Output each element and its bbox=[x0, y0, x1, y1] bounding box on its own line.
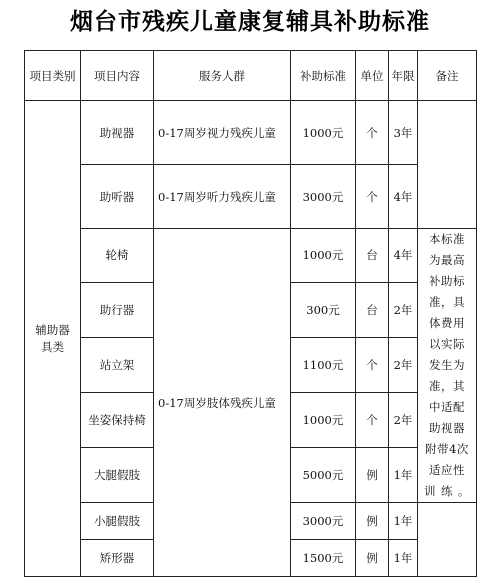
item-cell: 站立架 bbox=[81, 337, 154, 392]
item-cell: 小腿假肢 bbox=[81, 503, 154, 540]
table-row bbox=[25, 229, 477, 283]
service-group-cell: 0-17周岁视力残疾儿童 bbox=[154, 101, 291, 165]
years-cell: 4年 bbox=[389, 229, 418, 283]
amount-cell: 1000元 bbox=[291, 229, 356, 283]
amount-cell: 1500元 bbox=[291, 540, 356, 577]
item-cell: 轮椅 bbox=[81, 229, 154, 283]
item-cell: 助视器 bbox=[81, 101, 154, 165]
unit-cell: 个 bbox=[356, 165, 389, 229]
service-group-cell: 0-17周岁肢体残疾儿童 bbox=[154, 229, 291, 577]
remarks-empty-cell bbox=[418, 503, 477, 577]
item-cell: 矫形器 bbox=[81, 540, 154, 577]
years-cell: 1年 bbox=[389, 503, 418, 540]
years-cell: 2年 bbox=[389, 282, 418, 337]
item-cell: 助行器 bbox=[81, 282, 154, 337]
unit-cell: 台 bbox=[356, 282, 389, 337]
unit-cell: 台 bbox=[356, 229, 389, 283]
header-category: 项目类别 bbox=[25, 51, 81, 101]
header-unit: 单位 bbox=[356, 51, 389, 101]
amount-cell: 3000元 bbox=[291, 165, 356, 229]
item-cell: 大腿假肢 bbox=[81, 447, 154, 502]
years-cell: 1年 bbox=[389, 447, 418, 502]
unit-cell: 个 bbox=[356, 337, 389, 392]
category-cell: 辅助器具类 bbox=[25, 101, 81, 577]
unit-cell: 例 bbox=[356, 540, 389, 577]
item-cell: 坐姿保持椅 bbox=[81, 392, 154, 447]
header-subsidy-standard: 补助标准 bbox=[291, 51, 356, 101]
amount-cell: 300元 bbox=[291, 282, 356, 337]
amount-cell: 1100元 bbox=[291, 337, 356, 392]
header-years: 年限 bbox=[389, 51, 418, 101]
subsidy-table bbox=[24, 50, 477, 577]
amount-cell: 3000元 bbox=[291, 503, 356, 540]
unit-cell: 个 bbox=[356, 392, 389, 447]
years-cell: 2年 bbox=[389, 337, 418, 392]
years-cell: 1年 bbox=[389, 540, 418, 577]
years-cell: 3年 bbox=[389, 101, 418, 165]
unit-cell: 例 bbox=[356, 447, 389, 502]
header-remarks: 备注 bbox=[418, 51, 477, 101]
unit-cell: 个 bbox=[356, 101, 389, 165]
table-row bbox=[25, 165, 477, 229]
service-group-cell: 0-17周岁听力残疾儿童 bbox=[154, 165, 291, 229]
years-cell: 4年 bbox=[389, 165, 418, 229]
header-service-group: 服务人群 bbox=[154, 51, 291, 101]
table-row bbox=[25, 101, 477, 165]
unit-cell: 例 bbox=[356, 503, 389, 540]
amount-cell: 1000元 bbox=[291, 392, 356, 447]
remarks-note: 本标准为最高补助标准，具体费用以实际发生为准，其中适配助视器附带4次适应性训练。 bbox=[418, 229, 477, 503]
document-title: 烟台市残疾儿童康复辅具补助标准 bbox=[70, 9, 430, 35]
header-item: 项目内容 bbox=[81, 51, 154, 101]
remarks-empty-cell bbox=[418, 101, 477, 229]
years-cell: 2年 bbox=[389, 392, 418, 447]
header-row bbox=[25, 51, 477, 101]
amount-cell: 1000元 bbox=[291, 101, 356, 165]
item-cell: 助听器 bbox=[81, 165, 154, 229]
amount-cell: 5000元 bbox=[291, 447, 356, 502]
